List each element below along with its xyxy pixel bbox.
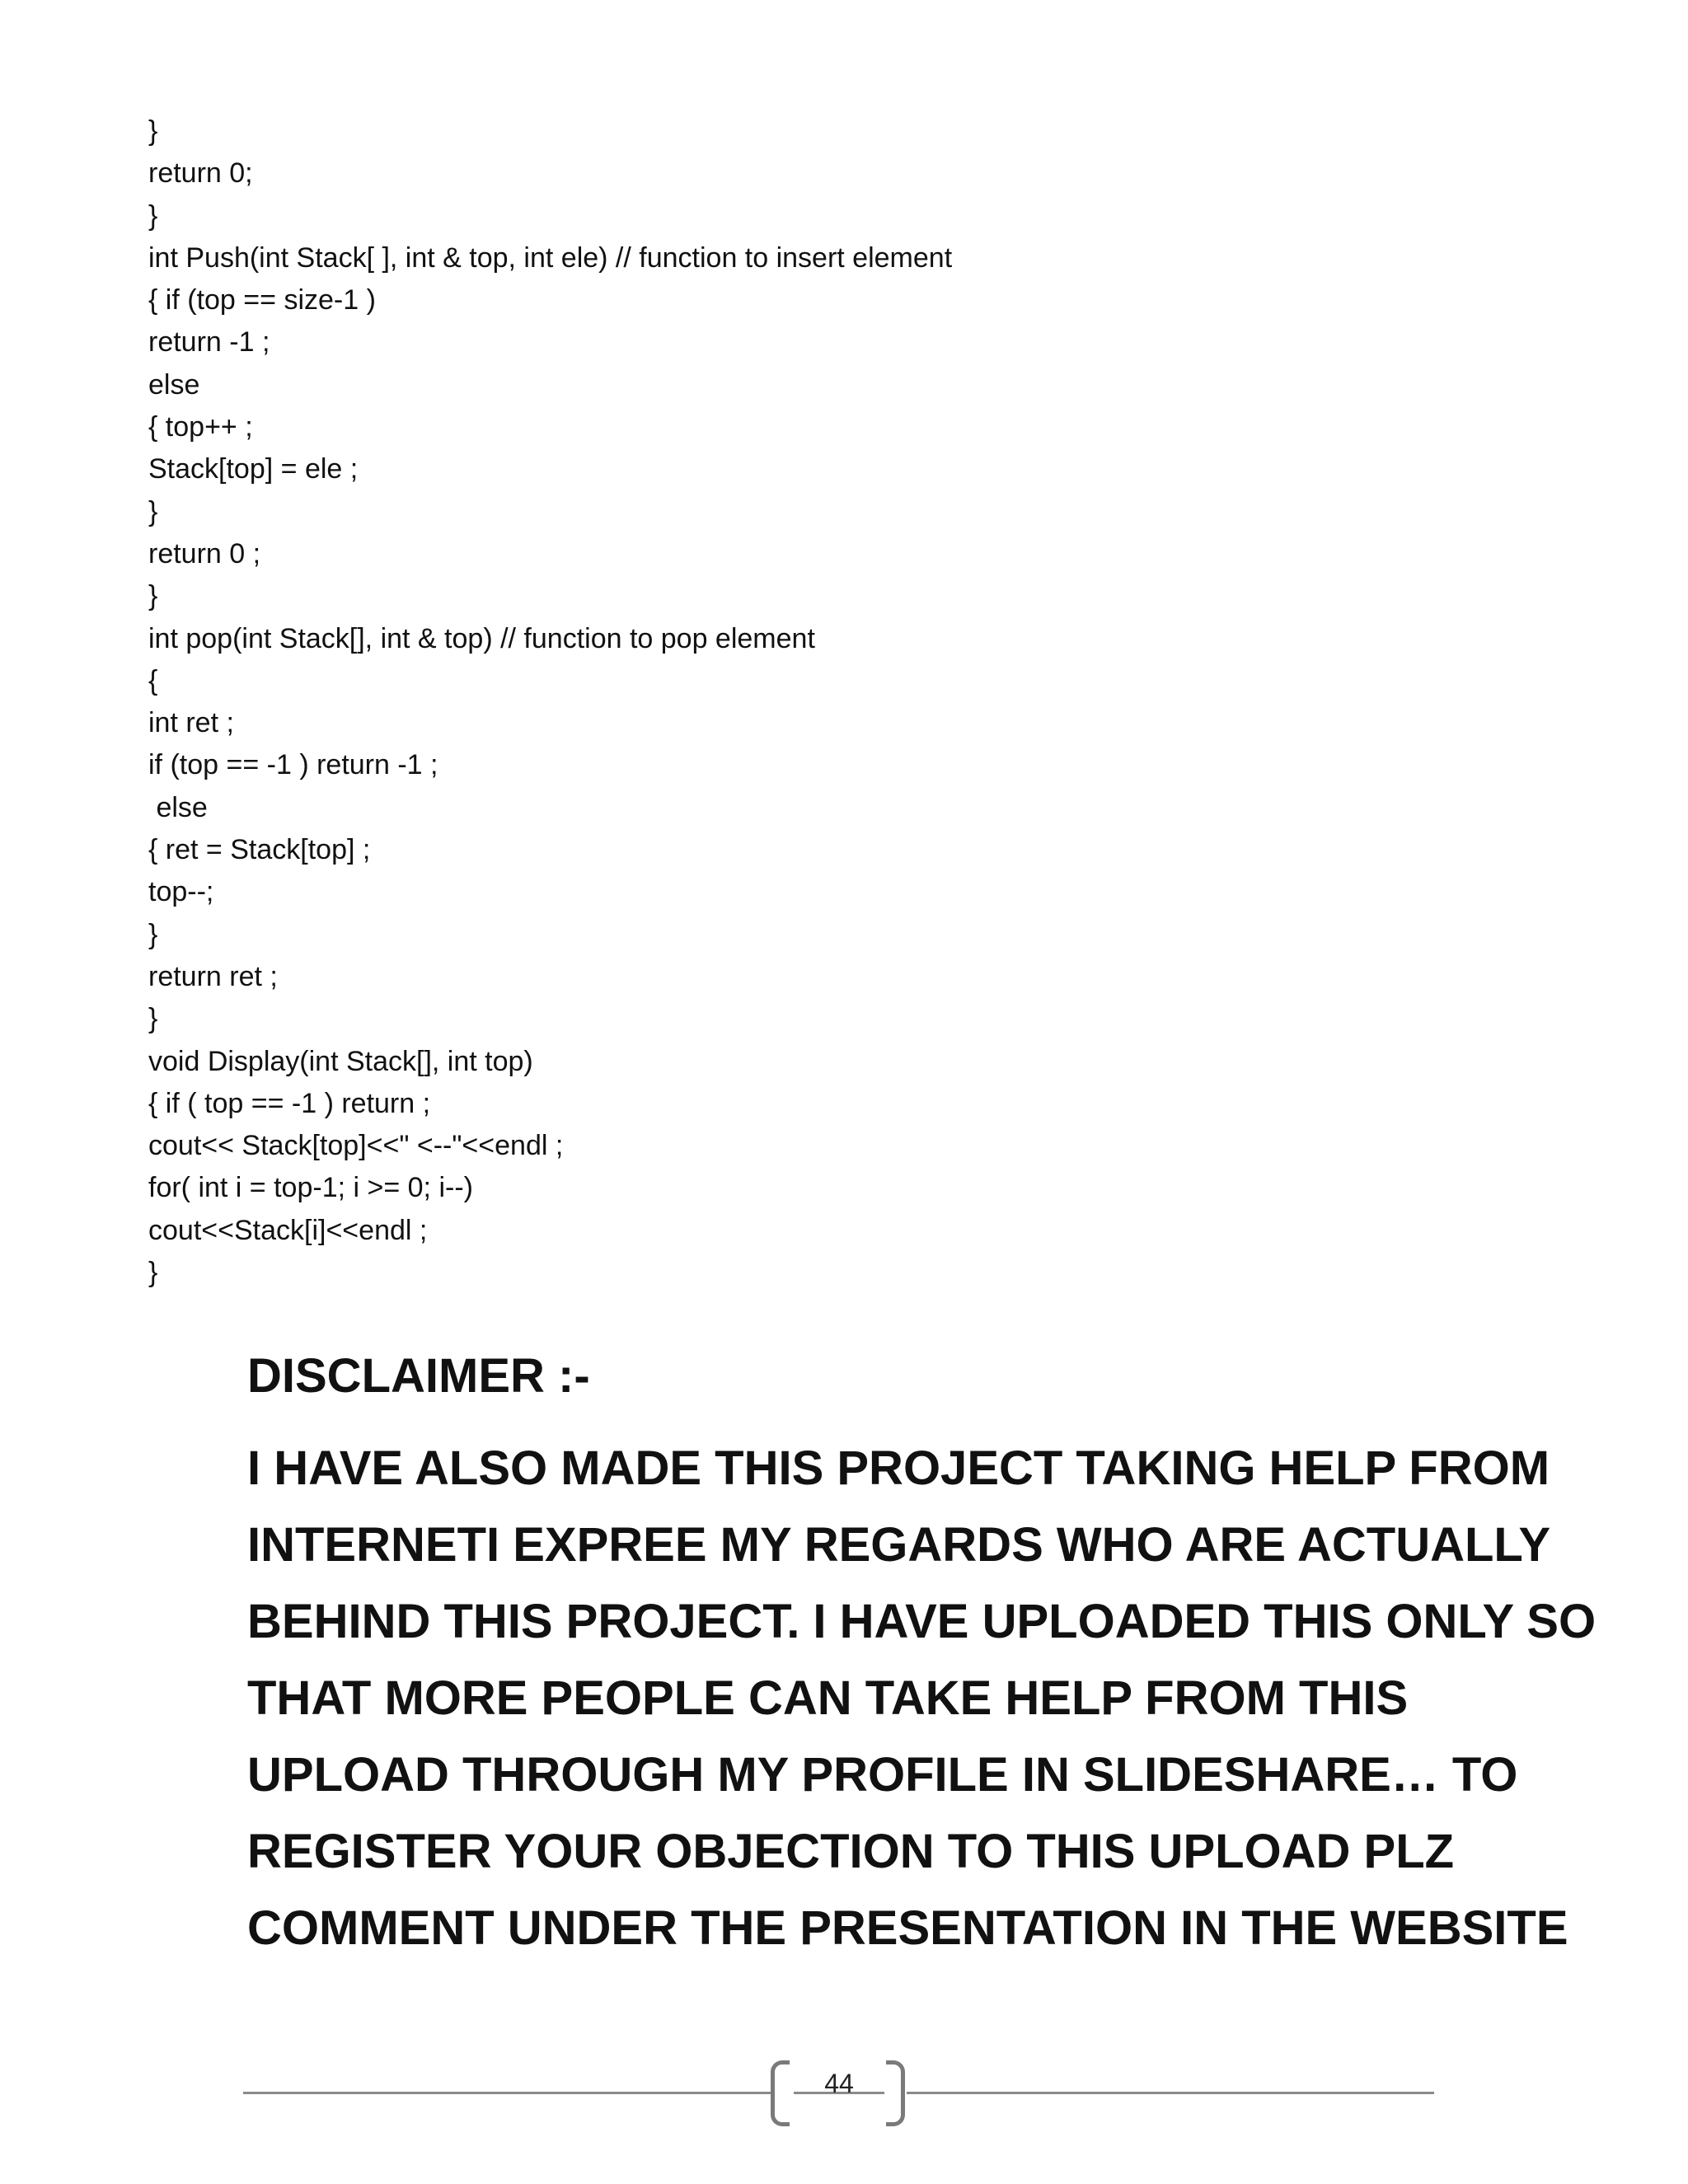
code-line: else: [148, 368, 200, 401]
code-line: { top++ ;: [148, 411, 253, 443]
disclaimer-line: THAT MORE PEOPLE CAN TAKE HELP FROM THIS: [247, 1671, 1409, 1725]
code-line: if (top == -1 ) return -1 ;: [148, 749, 438, 781]
disclaimer-line: UPLOAD THROUGH MY PROFILE IN SLIDESHARE… TO: [247, 1748, 1518, 1802]
code-line: }: [148, 1003, 158, 1035]
footer-rule-left: [243, 2092, 771, 2094]
disclaimer-title: DISCLAIMER :-: [247, 1349, 590, 1403]
code-line: int Push(int Stack[ ], int & top, int ele) // function to insert element: [148, 241, 953, 274]
disclaimer-line: INTERNETI EXPREE MY REGARDS WHO ARE ACTUALLY: [247, 1518, 1551, 1572]
page-number: 44: [824, 2069, 854, 2098]
code-line: { if ( top == -1 ) return ;: [148, 1087, 431, 1119]
code-line: }: [148, 199, 158, 232]
code-line: return 0;: [148, 157, 253, 190]
code-line: for( int i = top-1; i >= 0; i--): [148, 1172, 473, 1204]
code-listing: [148, 110, 1385, 1294]
code-line: }: [148, 115, 158, 147]
code-line: cout<<Stack[i]<<endl ;: [148, 1214, 428, 1246]
code-line: void Display(int Stack[], int top): [148, 1045, 533, 1077]
disclaimer-line: REGISTER YOUR OBJECTION TO THIS UPLOAD PLZ: [247, 1825, 1455, 1878]
code-line: int ret ;: [148, 707, 234, 739]
code-line: }: [148, 918, 158, 950]
code-line: { if (top == size-1 ): [148, 284, 376, 316]
disclaimer-section: [247, 1339, 1597, 1966]
footer-rule-right: [907, 2092, 1434, 2094]
code-line: Stack[top] = ele ;: [148, 453, 359, 485]
disclaimer-line: BEHIND THIS PROJECT. I HAVE UPLOADED THIS ONLY SO: [247, 1595, 1597, 1648]
code-line: int pop(int Stack[], int & top) // function to pop element: [148, 622, 815, 654]
disclaimer-line: COMMENT UNDER THE PRESENTATION IN THE WEBSITE: [247, 1901, 1568, 1955]
code-line: top--;: [148, 876, 214, 908]
code-line: }: [148, 1257, 158, 1289]
code-line: cout<< Stack[top]<<" <--"<<endl ;: [148, 1130, 564, 1162]
left-bracket-icon: [771, 2060, 790, 2126]
page-footer: [243, 2060, 1434, 2126]
code-line: return ret ;: [148, 960, 278, 992]
code-line: }: [148, 495, 158, 527]
code-line: {: [148, 664, 158, 696]
code-line: }: [148, 580, 158, 612]
code-line: return -1 ;: [148, 326, 270, 359]
right-bracket-icon: [886, 2060, 905, 2126]
code-line: return 0 ;: [148, 537, 261, 569]
code-line: else: [148, 791, 208, 823]
disclaimer-line: I HAVE ALSO MADE THIS PROJECT TAKING HELP FROM: [247, 1441, 1550, 1495]
code-line: { ret = Stack[top] ;: [148, 834, 371, 866]
